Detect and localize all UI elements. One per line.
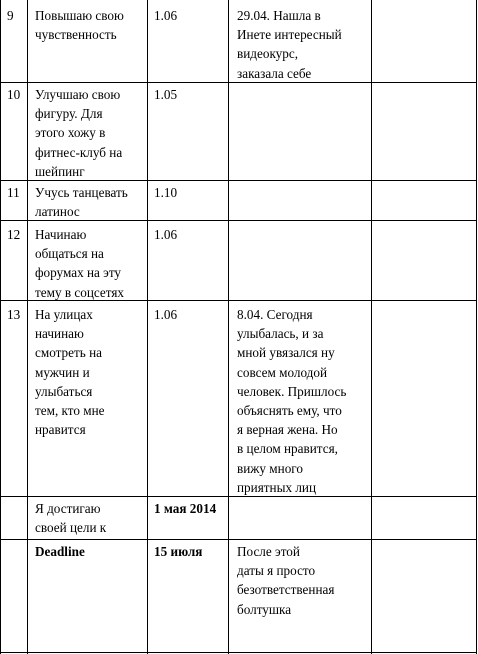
date-cell: 1.10 [154, 185, 178, 200]
table-border-bottom [0, 652, 477, 653]
deadline-label: Deadline [35, 544, 85, 559]
notes-cell: 29.04. Нашла в Инете интересный видеокурс, заказала себе [237, 8, 342, 81]
row-number: 9 [7, 8, 14, 23]
goal-date: 1 мая 2014 [154, 501, 217, 516]
row-number: 13 [7, 307, 21, 322]
column-divider-3 [228, 0, 229, 654]
date-cell: 1.06 [154, 8, 178, 23]
action-cell: Повышаю свою чувственность [35, 8, 124, 43]
column-divider-1 [27, 0, 28, 654]
date-cell: 1.05 [154, 87, 178, 102]
column-divider-2 [147, 0, 148, 654]
row-number: 10 [7, 87, 21, 102]
action-cell: Начинаю общаться на форумах на эту тему в соцсетях [35, 227, 124, 300]
deadline-date: 15 июля [154, 544, 203, 559]
column-divider-4 [371, 0, 372, 654]
row-divider [0, 539, 477, 540]
date-cell: 1.06 [154, 227, 178, 242]
notes-cell: 8.04. Сегодня улыбалась, и за мной увязался ну совсем молодой человек. Пришлось объяснять ему, что я верная жена. Но в целом нравится, вижу много приятных лиц [237, 307, 347, 495]
goal-label: Я достигаю своей цели к [35, 501, 107, 536]
table-border-right [476, 0, 477, 654]
deadline-note: После этой даты я просто безответственная болтушка [237, 544, 335, 617]
row-number: 12 [7, 227, 21, 242]
action-cell: Учусь танцевать латинос [35, 185, 128, 220]
row-number: 11 [7, 185, 20, 200]
date-cell: 1.06 [154, 307, 178, 322]
table-border-left [0, 0, 1, 654]
action-cell: Улучшаю свою фигуру. Для этого хожу в фитнес-клуб на шейпинг [35, 87, 123, 179]
action-cell: На улицах начинаю смотреть на мужчин и улыбаться тем, кто мне нравится [35, 307, 105, 438]
